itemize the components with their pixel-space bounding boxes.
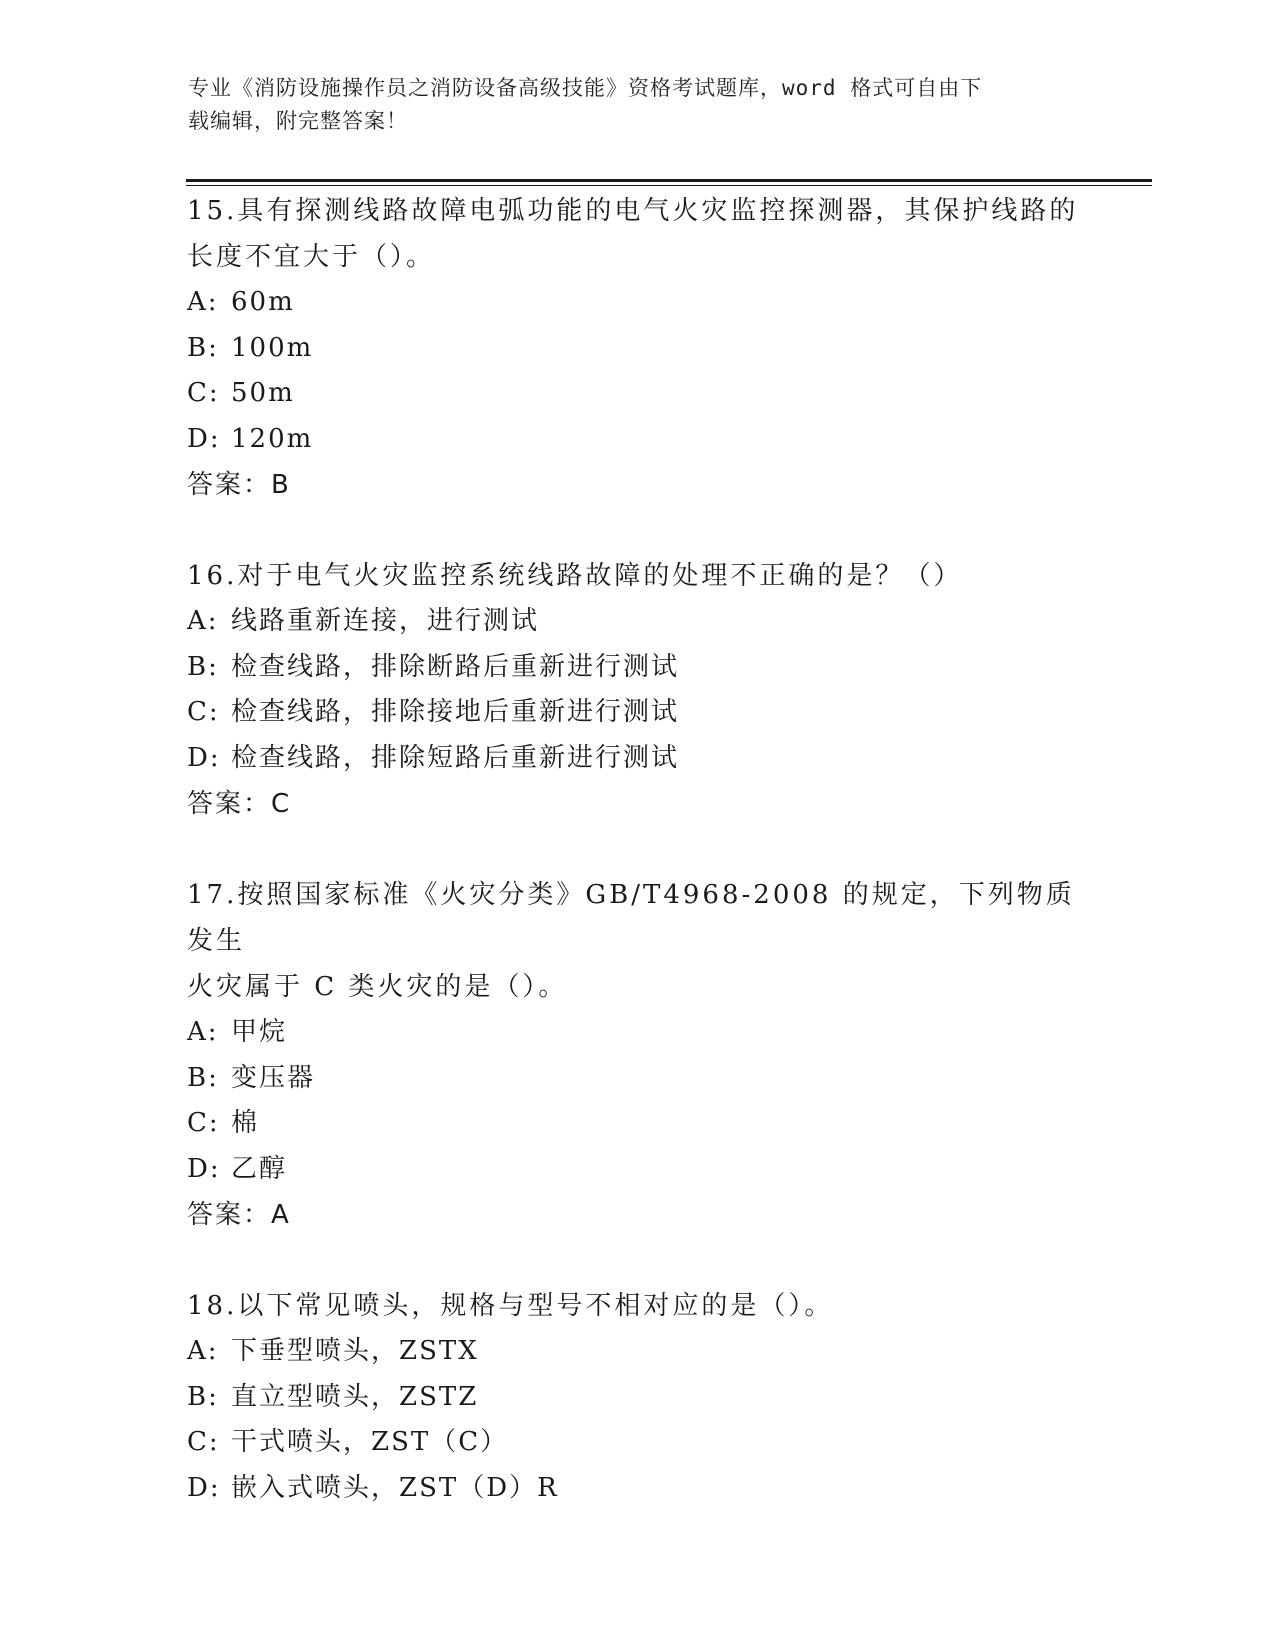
option-text: 检查线路，排除接地后重新进行测试	[231, 697, 680, 727]
option-key: C:	[187, 697, 220, 727]
option-a	[187, 1010, 1087, 1056]
option-a	[187, 1329, 1087, 1375]
header-line-1: 专业《消防设施操作员之消防设备高级技能》资格考试题库，word 格式可自由下	[188, 76, 983, 100]
option-text: 100m	[231, 332, 314, 363]
header-line-2: 载编辑，附完整答案！	[188, 109, 408, 133]
option-key: D:	[187, 423, 221, 454]
option-key: B:	[187, 332, 219, 363]
question-stem-line: 16.对于电气火灾监控系统线路故障的处理不正确的是？（）	[187, 561, 963, 591]
option-text: 120m	[231, 423, 314, 454]
header-rule-thin	[186, 185, 1152, 186]
option-text: 干式喷头，ZST（C）	[231, 1427, 509, 1457]
option-text: 60m	[231, 287, 295, 317]
answer-line: 答案：A	[187, 1200, 291, 1230]
option-key: B:	[187, 1381, 219, 1412]
question-gap	[187, 1238, 1087, 1283]
option-d	[187, 1147, 1087, 1193]
option-text: 50m	[231, 378, 295, 408]
question-stem-line: 15.具有探测线路故障电弧功能的电气火灾监控探测器，其保护线路的	[187, 196, 1079, 226]
option-key: D:	[187, 1472, 221, 1503]
question-list	[187, 188, 1087, 1511]
option-text: 检查线路，排除短路后重新进行测试	[231, 742, 680, 773]
option-text: 嵌入式喷头，ZST（D）R	[231, 1472, 559, 1503]
option-text: 甲烷	[231, 1017, 288, 1047]
option-key: A:	[187, 287, 219, 317]
question-stem-line: 18.以下常见喷头，规格与型号不相对应的是（）。	[187, 1291, 834, 1321]
option-key: A:	[187, 1017, 219, 1047]
option-text: 直立型喷头，ZSTZ	[231, 1381, 479, 1412]
option-text: 检查线路，排除断路后重新进行测试	[231, 651, 680, 682]
question-18	[187, 1283, 1087, 1511]
option-key: B:	[187, 1062, 219, 1093]
option-text: 棉	[231, 1108, 260, 1138]
option-d	[187, 1466, 1087, 1512]
option-text: 变压器	[231, 1062, 316, 1093]
option-c	[187, 690, 1087, 736]
header-rule-thick	[186, 179, 1152, 182]
option-key: B:	[187, 651, 219, 682]
option-a	[187, 280, 1087, 326]
option-key: D:	[187, 742, 221, 773]
option-b	[187, 645, 1087, 691]
question-16	[187, 553, 1087, 827]
option-key: A:	[187, 606, 219, 636]
answer-line: 答案：B	[187, 470, 291, 500]
option-key: C:	[187, 378, 220, 408]
question-stem-line: 17.按照国家标准《火灾分类》GB/T4968-2008 的规定，下列物质发生	[187, 880, 1075, 956]
option-text: 下垂型喷头，ZSTX	[231, 1336, 479, 1366]
option-text: 乙醇	[231, 1153, 288, 1184]
question-gap	[187, 827, 1087, 872]
question-stem-line: 长度不宜大于（）。	[187, 242, 436, 272]
question-stem-line: 火灾属于 C 类火灾的是（）。	[187, 972, 568, 1002]
option-a	[187, 599, 1087, 645]
answer-line: 答案：C	[187, 789, 292, 819]
option-key: A:	[187, 1336, 219, 1366]
option-c	[187, 1420, 1087, 1466]
option-c	[187, 1101, 1087, 1147]
document-header	[188, 72, 1068, 138]
question-15	[187, 188, 1087, 508]
option-b	[187, 1375, 1087, 1421]
option-b	[187, 1056, 1087, 1102]
option-d	[187, 417, 1087, 463]
question-17	[187, 872, 1087, 1238]
option-key: C:	[187, 1108, 220, 1138]
option-key: D:	[187, 1153, 221, 1184]
option-b	[187, 326, 1087, 372]
option-d	[187, 736, 1087, 782]
option-c	[187, 371, 1087, 417]
option-text: 线路重新连接，进行测试	[231, 606, 540, 636]
option-key: C:	[187, 1427, 220, 1457]
question-gap	[187, 508, 1087, 553]
